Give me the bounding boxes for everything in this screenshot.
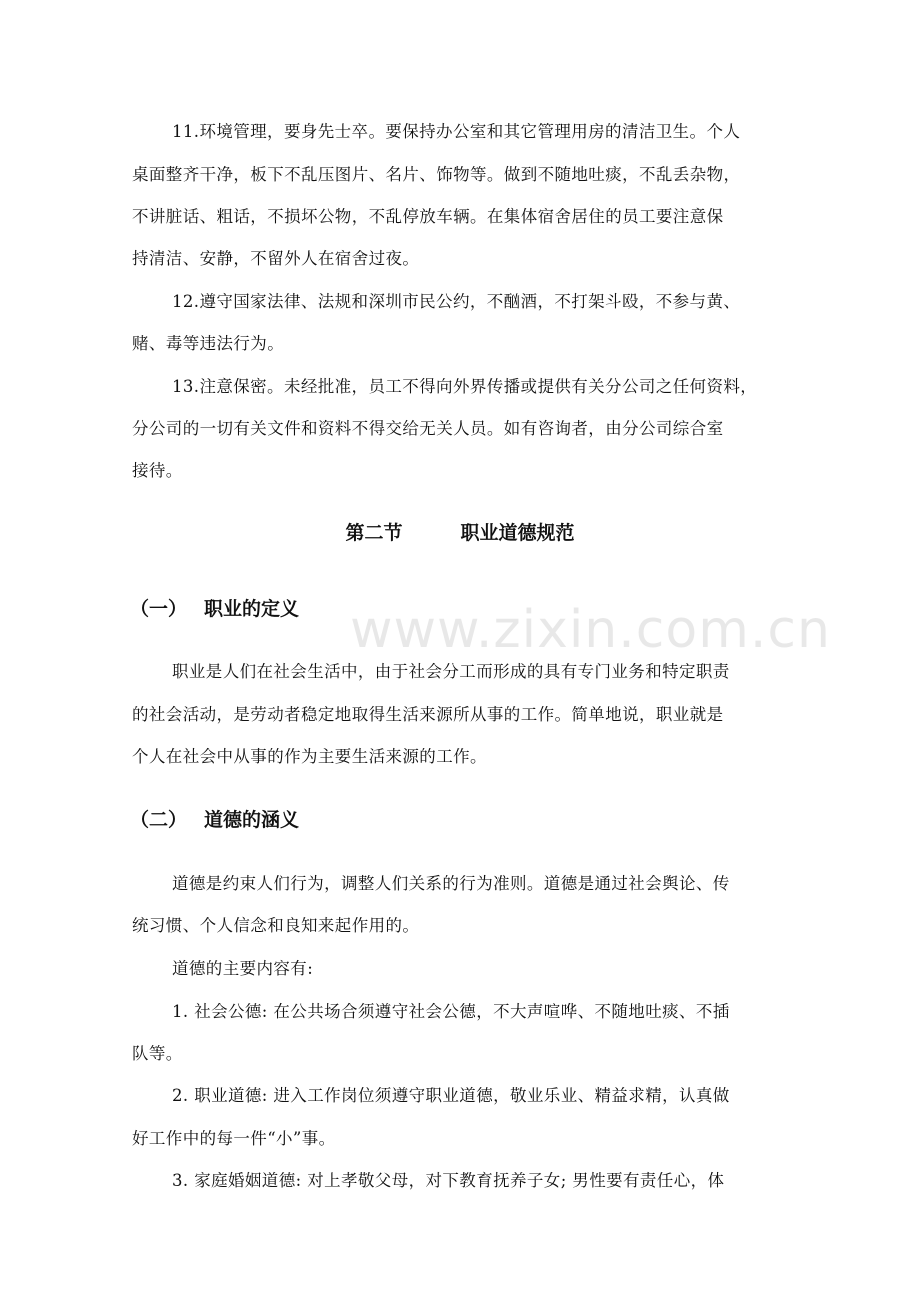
section-heading bbox=[0, 520, 920, 546]
subheading-title: 道德的涵义 bbox=[204, 809, 300, 831]
item-1-line-1: 1. 社会公德: 在公共场合须遵守社会公德，不大声喧哗、不随地吐痰、不插 bbox=[172, 1002, 730, 1021]
subheading-number: （二） bbox=[130, 809, 188, 831]
moral-intro: 道德的主要内容有: bbox=[172, 959, 314, 978]
para-moral-line-1: 道德是约束人们行为，调整人们关系的行为准则。道德是通过社会舆论、传 bbox=[172, 874, 730, 893]
subheading-number: （一） bbox=[130, 598, 188, 620]
para-13-line-2: 分公司的一切有关文件和资料不得交给无关人员。如有咨询者，由分公司综合室 bbox=[132, 419, 724, 438]
item-3-line-1: 3. 家庭婚姻道德: 对上孝敬父母，对下教育抚养子女; 男性要有责任心，体 bbox=[172, 1171, 725, 1190]
para-12-line-1: 12.遵守国家法律、法规和深圳市民公约，不酗酒，不打架斗殴，不参与黄、 bbox=[172, 292, 741, 311]
para-13-line-1: 13.注意保密。未经批准，员工不得向外界传播或提供有关分公司之任何资料， bbox=[172, 377, 758, 396]
item-2-line-2: 好工作中的每一件“小”事。 bbox=[132, 1129, 336, 1148]
watermark: www.zixin.com.cn bbox=[350, 600, 831, 660]
para-job-line-2: 的社会活动，是劳动者稳定地取得生活来源所从事的工作。简单地说，职业就是 bbox=[132, 705, 724, 724]
section-number: 第二节 bbox=[345, 522, 403, 544]
subheading-definition bbox=[130, 596, 299, 622]
subheading-title: 职业的定义 bbox=[204, 598, 300, 620]
para-11-line-2: 桌面整齐干净，板下不乱压图片、名片、饰物等。做到不随地吐痰，不乱丢杂物， bbox=[132, 165, 741, 184]
subheading-morality bbox=[130, 807, 299, 833]
section-title: 职业道德规范 bbox=[460, 522, 575, 544]
item-1-line-2: 队等。 bbox=[132, 1044, 183, 1063]
para-13-line-3: 接待。 bbox=[132, 461, 183, 480]
para-11-line-3: 不讲脏话、粗话，不损坏公物，不乱停放车辆。在集体宿舍居住的员工要注意保 bbox=[132, 207, 724, 226]
para-12-line-2: 赌、毒等违法行为。 bbox=[132, 334, 285, 353]
para-job-line-3: 个人在社会中从事的作为主要生活来源的工作。 bbox=[132, 747, 487, 766]
para-11-line-1: 11.环境管理，要身先士卒。要保持办公室和其它管理用房的清洁卫生。个人 bbox=[172, 122, 741, 141]
para-job-line-1: 职业是人们在社会生活中，由于社会分工而形成的具有专门业务和特定职责 bbox=[172, 662, 730, 681]
para-moral-line-2: 统习惯、个人信念和良知来起作用的。 bbox=[132, 916, 420, 935]
item-2-line-1: 2. 职业道德: 进入工作岗位须遵守职业道德，敬业乐业、精益求精，认真做 bbox=[172, 1086, 730, 1105]
para-11-line-4: 持清洁、安静，不留外人在宿舍过夜。 bbox=[132, 249, 420, 268]
